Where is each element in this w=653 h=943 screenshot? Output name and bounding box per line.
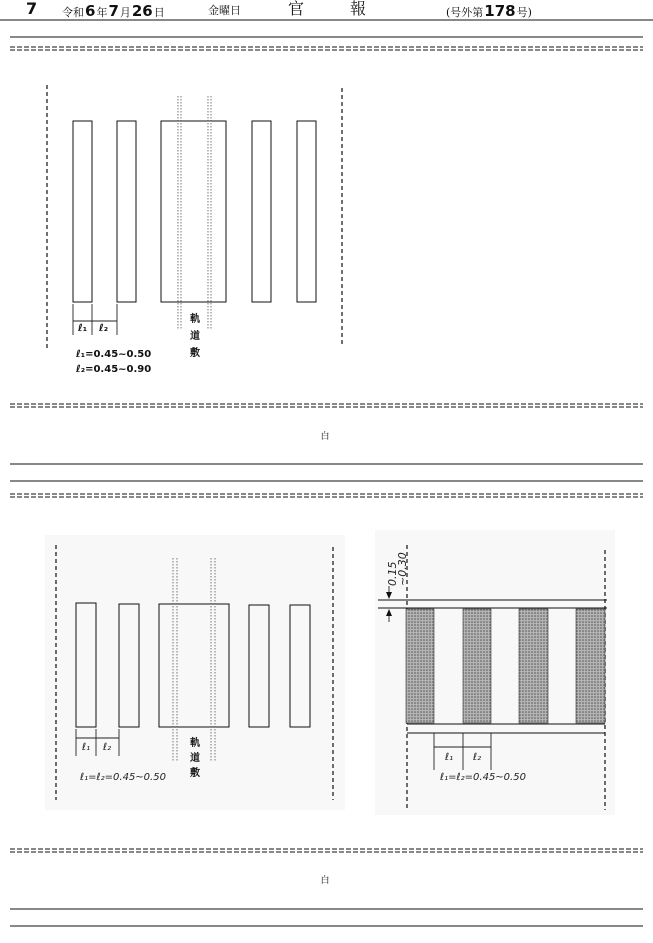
fig1-dim-label-l2: ℓ₂: [99, 323, 109, 334]
fig2r-filled-stripe: [406, 609, 434, 723]
fig2r-offset-label-max: ~0.30: [396, 552, 409, 586]
date-month-unit: 月: [119, 6, 131, 19]
issue-suffix: 号): [516, 6, 532, 19]
fig2r-dim-label-l2: ℓ₂: [473, 752, 482, 763]
issue-date: [62, 2, 165, 22]
fig2l-track-label-char: 敷: [190, 768, 200, 779]
fig2l-track-label-char: 軌: [190, 738, 200, 749]
fig2r-offset-label-min: 0.15: [386, 561, 399, 586]
fig1-track-label-char: 道: [190, 331, 200, 342]
fig1-track-label-char: 敷: [190, 348, 200, 359]
issue-number-value: 178: [484, 2, 516, 20]
issue-number: [446, 2, 532, 22]
fig2l-dim-label-l2: ℓ₂: [103, 742, 112, 753]
fig1-formula-l2: ℓ₂=0.45~0.90: [76, 364, 152, 375]
fig2r-filled-stripe: [519, 609, 548, 723]
figure-2-right: [375, 530, 615, 815]
fig2l-dim-label-l1: ℓ₁: [82, 742, 91, 753]
date-year: 6: [85, 2, 96, 20]
fig2r-dim-label-l1: ℓ₁: [445, 752, 454, 763]
page-number: 7: [26, 0, 38, 18]
fig1-stripe: [297, 121, 316, 302]
fig2r-filled-stripe: [576, 609, 605, 723]
fig2l-formula: ℓ₁=ℓ₂=0.45~0.50: [80, 772, 166, 783]
date-day: 26: [131, 2, 153, 20]
fig2-color-label: 白: [320, 876, 330, 886]
fig1-stripe: [117, 121, 136, 302]
fig2r-formula: ℓ₁=ℓ₂=0.45~0.50: [440, 772, 526, 783]
fig1-formula-l1: ℓ₁=0.45~0.50: [76, 349, 152, 360]
date-era: 令和: [62, 6, 84, 19]
date-month: 7: [108, 2, 119, 20]
figure-2-left: [45, 535, 345, 810]
issue-weekday: 金曜日: [208, 4, 241, 17]
date-year-unit: 年: [96, 6, 108, 19]
fig1-color-label: 白: [320, 432, 330, 442]
fig2r-filled-stripe: [463, 609, 491, 723]
fig1-stripe: [73, 121, 92, 302]
gazette-title-part: 官: [288, 0, 305, 18]
fig1-track-stripe: [161, 121, 226, 302]
figure-1: [47, 85, 342, 375]
fig1-track-label-char: 軌: [190, 314, 200, 325]
issue-prefix: (号外第: [446, 6, 484, 19]
fig1-dim-label-l1: ℓ₁: [78, 323, 88, 334]
date-day-unit: 日: [153, 6, 165, 19]
fig2l-track-label-char: 道: [190, 753, 200, 764]
fig1-stripe: [252, 121, 271, 302]
gazette-title-part: 報: [350, 0, 367, 18]
